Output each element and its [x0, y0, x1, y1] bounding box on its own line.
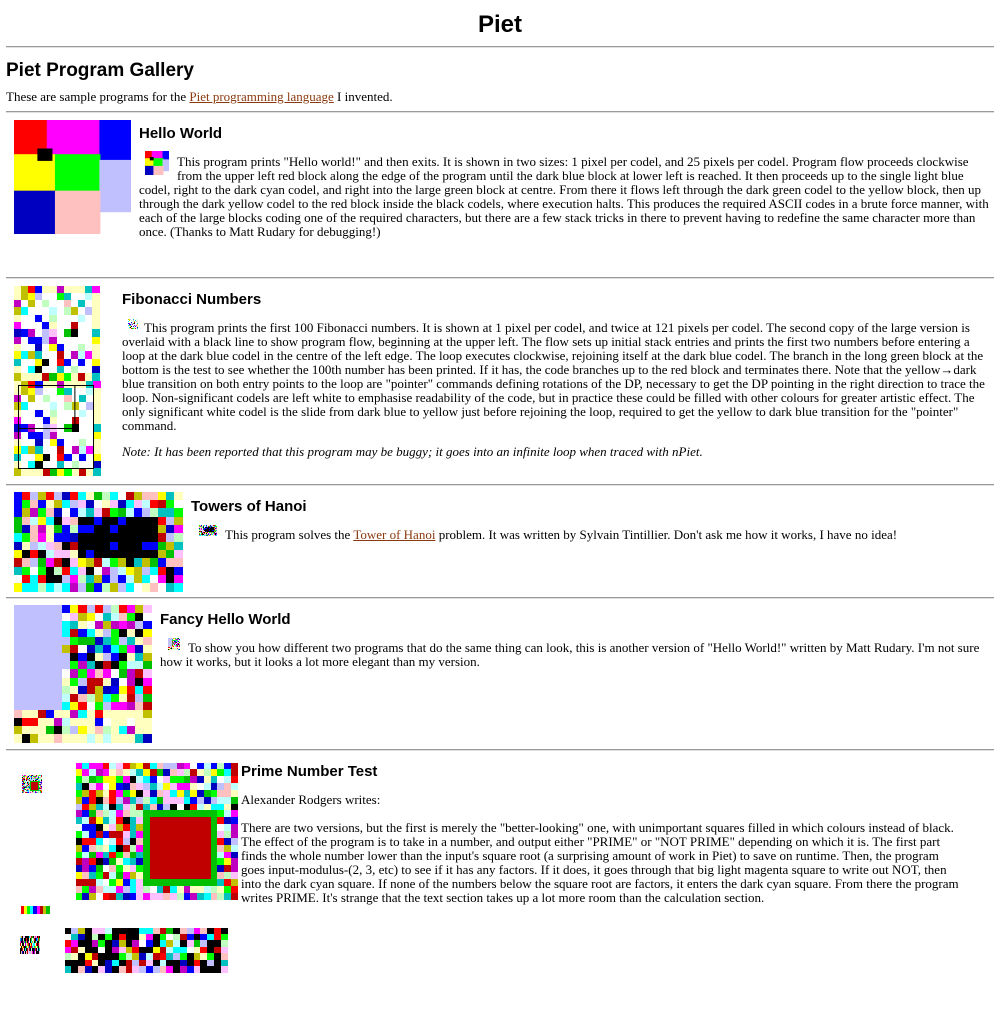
fibonacci-small-image — [128, 319, 138, 329]
hello-world-small-image — [145, 151, 169, 175]
fibonacci-description: This program prints the first 100 Fibonacci numbers. It is shown at 1 pixel per codel, and twice at 121 pixels per codel. The second copy of the large version is overlaid with a black line to show program flow, beginning at the upper left. The flow sets up initial stack entries and prints the first two numbers before entering a loop at the dark blue codel in the centre of the left edge. The loop executes clockwise, rejoining itself at the dark blue codel. The branch in the long green block at the bottom is the test to see whether the 100th number has been printed. If it has, the code branches up to the red block and terminates there. Note that the yellow→dark blue transition on both entry points to the loop are "pointer" commands defining rotations of the DP, necessary to get the DP pointing in the right direction to trace the loop. Non-significant codels are left white to emphasise readability of the code, but in practice these could be filled with other colours for greater artistic effect. The only significant white codel is the slide from dark blue to yellow just before rejoining the loop, required to get the yellow to dark blue transition for the "pointer" command. — [122, 320, 985, 433]
entry-towers-of-hanoi — [6, 486, 994, 597]
hello-world-program-image — [14, 120, 131, 234]
prime-images — [6, 751, 241, 976]
prime-number-test-description: There are two versions, but the first is merely the "better-looking" one, with unimportant squares filled in which colours instead of black. The effect of the program is to take in a number, and output either "PRIME" or "NOT PRIME" depending on which it is. The first part finds the whole number lower than the input's square root (a surprising amount of work in Piet) to save on runtime. Then, the program goes input-modulus-(2, 3, etc) to see if it has any factors. If it does, it goes through that big light magenta square to write out NOT, then into the dark cyan square. If none of the numbers below the square root are factors, it enters the dark cyan square. From there the program writes PRIME. It's strange that the text section takes up a lot more room than the calculation section. — [241, 820, 959, 905]
piet-language-link[interactable]: Piet programming language — [189, 89, 334, 104]
prime-small-image-1 — [22, 775, 42, 793]
fibonacci-flow-image — [14, 381, 101, 476]
fibonacci-images — [14, 286, 114, 476]
divider — [6, 46, 994, 48]
entry-hello-world — [6, 113, 994, 277]
entry-fancy-hello-world — [6, 599, 994, 749]
page-title: Piet — [477, 11, 522, 38]
prime-small-image-2 — [20, 936, 40, 954]
fibonacci-note: Note: It has been reported that this program may be buggy; it goes into an infinite loop when traced with nPiet. — [122, 444, 703, 459]
prime-number-test-program-image — [76, 763, 238, 900]
towers-of-hanoi-description: This program solves the Tower of Hanoi problem. It was written by Sylvain Tintillier. Don't ask me how it works, I have no idea! — [6, 528, 994, 542]
entry-fibonacci — [6, 279, 994, 484]
hello-world-title: Hello World — [139, 125, 223, 142]
piet-palette-strip-image — [21, 906, 50, 914]
towers-of-hanoi-program-image — [14, 492, 183, 592]
tower-of-hanoi-link[interactable]: Tower of Hanoi — [353, 527, 436, 542]
prime-number-test-plain-image — [65, 928, 228, 973]
towers-of-hanoi-title: Towers of Hanoi — [191, 498, 307, 515]
intro-text-after: I invented. — [333, 89, 393, 104]
hello-world-description: This program prints "Hello world!" and then exits. It is shown in two sizes: 1 pixel per codel, and 25 pixels per codel. Program flow proceeds clockwise from the upper left red block along the edge of the program until the dark blue block at lower left is reached. It then proceeds up to the single light blue codel, right to the dark cyan codel, and right into the large green block at centre. From there it flows left through the dark green codel to the yellow block, then up through the dark yellow codel to the red block inside the black codels, where execution halts. This produces the required ASCII codes in a brute force manner, with each of the large blocks coding one of the required characters, but there are a few stack tricks in there to prevent having to redefine the same character more than once. (Thanks to Matt Rudary for debugging!) — [6, 155, 994, 239]
fancy-hello-world-title: Fancy Hello World — [160, 611, 291, 628]
towers-of-hanoi-small-image — [199, 525, 217, 536]
prime-number-test-title: Prime Number Test — [241, 763, 378, 780]
fibonacci-program-image — [14, 286, 100, 381]
fibonacci-title: Fibonacci Numbers — [122, 291, 262, 308]
entry-prime-number-test — [6, 751, 994, 981]
page — [0, 11, 1000, 981]
fancy-hello-world-program-image — [14, 605, 152, 743]
intro-text-before: These are sample programs for the — [6, 89, 190, 104]
prime-author: Alexander Rodgers writes: — [241, 792, 381, 807]
gallery-title: Piet Program Gallery — [6, 60, 194, 81]
fancy-hello-world-small-image — [168, 638, 180, 650]
fancy-hello-world-description: To show you how different two programs that do the same thing can look, this is another version of "Hello World!" written by Matt Rudary. I'm not sure how it works, but it looks a lot more elegant than my version. — [160, 640, 980, 669]
intro-paragraph — [6, 90, 994, 104]
